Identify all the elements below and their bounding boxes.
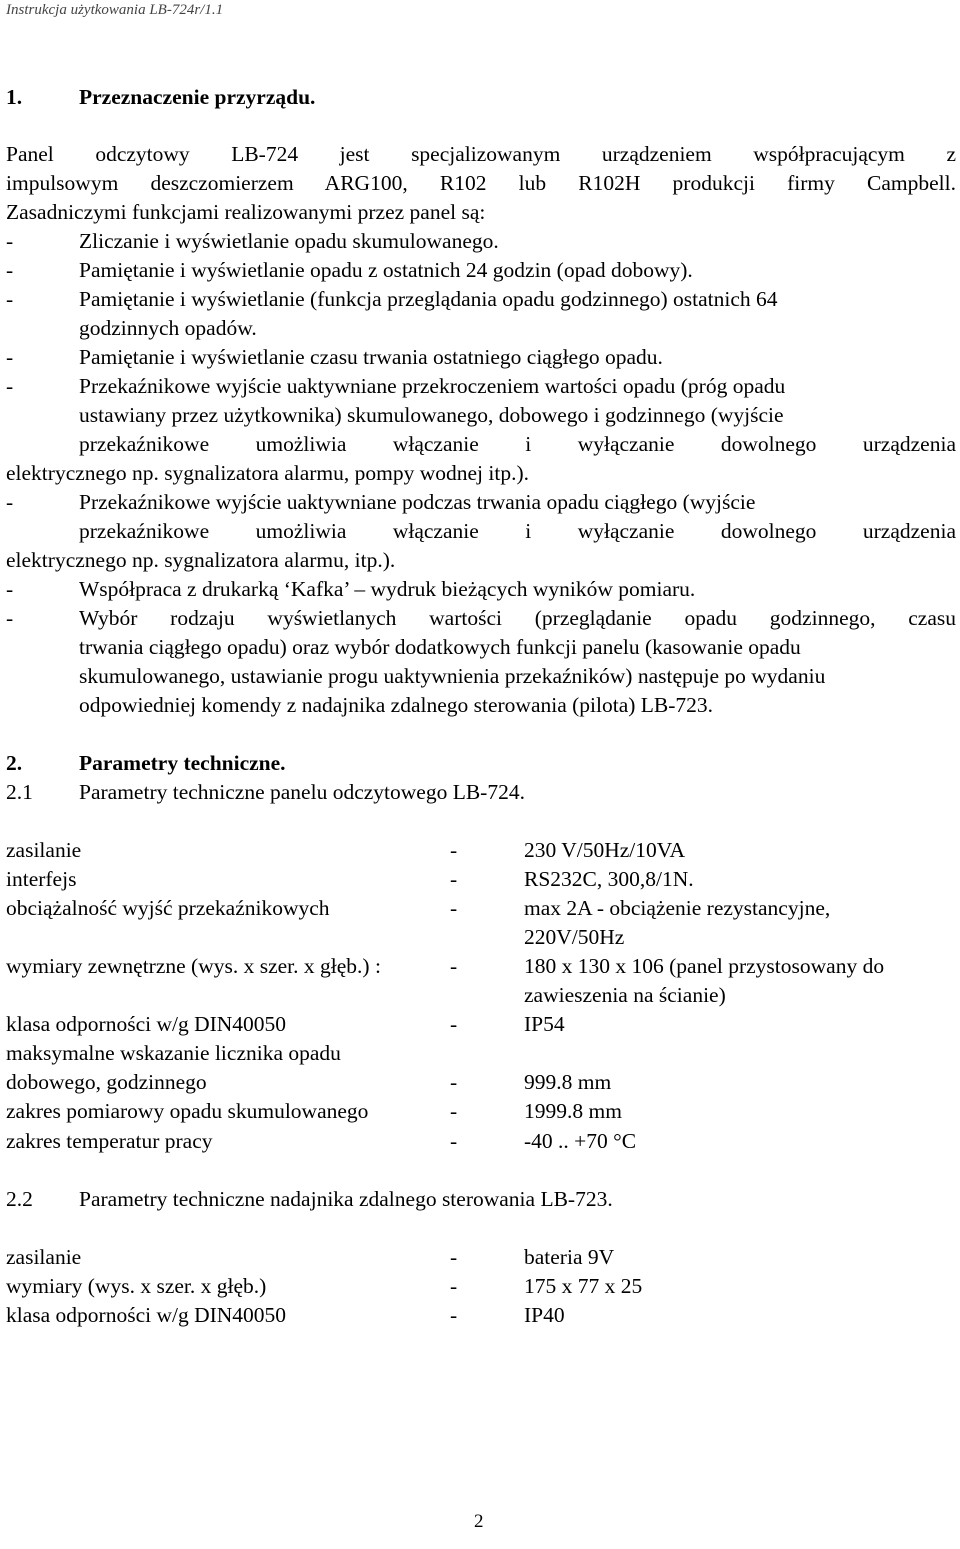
bullet-line: trwania ciągłego opadu) oraz wybór dodatkowych funkcji panelu (kasowanie opadu — [79, 635, 801, 659]
parameter-dash: - — [450, 896, 458, 920]
parameter-value: 175 x 77 x 25 — [524, 1274, 643, 1298]
bullet-line: Pamiętanie i wyświetlanie czasu trwania ostatniego ciągłego opadu. — [79, 345, 663, 369]
parameter-value: max 2A - obciążenie rezystancyjne, — [524, 896, 831, 920]
parameter-label: wymiary zewnętrzne (wys. x szer. x głęb.) : — [6, 954, 381, 978]
parameter-dash: - — [450, 1303, 458, 1327]
intro-line-1: Panel odczytowy LB-724 jest specjalizowanym urządzeniem współpracującym z — [6, 142, 956, 166]
parameter-dash: - — [450, 1099, 458, 1123]
parameter-label: zakres pomiarowy opadu skumulowanego — [6, 1099, 369, 1123]
parameter-dash: - — [450, 1129, 458, 1153]
parameter-value: 1999.8 mm — [524, 1099, 622, 1123]
bullet-line: Pamiętanie i wyświetlanie opadu z ostatnich 24 godzin (opad dobowy). — [79, 258, 693, 282]
parameter-label: zasilanie — [6, 1245, 82, 1269]
parameter-value: RS232C, 300,8/1N. — [524, 867, 694, 891]
bullet-line: Zliczanie i wyświetlanie opadu skumulowanego. — [79, 229, 499, 253]
bullet-line: Przekaźnikowe wyjście uaktywniane podczas trwania opadu ciągłego (wyjście — [79, 490, 756, 514]
bullet-line: Pamiętanie i wyświetlanie (funkcja przeglądania opadu godzinnego) ostatnich 64 — [79, 287, 778, 311]
bullet-dash: - — [6, 606, 14, 630]
parameter-label: zasilanie — [6, 838, 82, 862]
section-1-number: 1. — [6, 85, 23, 109]
bullet-line: Wybór rodzaju wyświetlanych wartości (przeglądanie opadu godzinnego, czasu — [79, 606, 956, 630]
parameter-label: wymiary (wys. x szer. x głęb.) — [6, 1274, 267, 1298]
bullet-line: Przekaźnikowe wyjście uaktywniane przekroczeniem wartości opadu (próg opadu — [79, 374, 786, 398]
parameter-label: zakres temperatur pracy — [6, 1129, 213, 1153]
bullet-line: ustawiany przez użytkownika) skumulowanego, dobowego i godzinnego (wyjście — [79, 403, 784, 427]
bullet-dash: - — [6, 577, 14, 601]
parameter-value: 999.8 mm — [524, 1070, 612, 1094]
bullet-line: elektrycznego np. sygnalizatora alarmu, itp.). — [6, 548, 396, 572]
subsection-2-1-title: Parametry techniczne panelu odczytowego LB-724. — [79, 780, 525, 804]
section-2-title: Parametry techniczne. — [79, 751, 286, 775]
parameter-label: interfejs — [6, 867, 77, 891]
parameter-value: 180 x 130 x 106 (panel przystosowany do — [524, 954, 885, 978]
bullet-line: przekaźnikowe umożliwia włączanie i wyłączanie dowolnego urządzenia — [79, 432, 956, 456]
parameter-value: 220V/50Hz — [524, 925, 625, 949]
bullet-dash: - — [6, 258, 14, 282]
bullet-dash: - — [6, 374, 14, 398]
section-2-number: 2. — [6, 751, 23, 775]
parameter-value: 230 V/50Hz/10VA — [524, 838, 686, 862]
running-header: Instrukcja użytkowania LB-724r/1.1 — [6, 2, 224, 18]
parameter-label: klasa odporności w/g DIN40050 — [6, 1012, 287, 1036]
parameter-dash: - — [450, 838, 458, 862]
parameter-label: maksymalne wskazanie licznika opadu — [6, 1041, 341, 1065]
bullet-line: przekaźnikowe umożliwia włączanie i wyłączanie dowolnego urządzenia — [79, 519, 956, 543]
subsection-2-2-title: Parametry techniczne nadajnika zdalnego sterowania LB-723. — [79, 1187, 613, 1211]
bullet-dash: - — [6, 229, 14, 253]
parameter-value: -40 .. +70 °C — [524, 1129, 637, 1153]
parameter-dash: - — [450, 867, 458, 891]
subsection-2-1-number: 2.1 — [6, 780, 33, 804]
parameter-dash: - — [450, 954, 458, 978]
bullet-dash: - — [6, 287, 14, 311]
parameter-dash: - — [450, 1012, 458, 1036]
bullet-line: godzinnych opadów. — [79, 316, 257, 340]
parameter-value: bateria 9V — [524, 1245, 615, 1269]
parameter-dash: - — [450, 1274, 458, 1298]
parameter-value: IP54 — [524, 1012, 565, 1036]
parameter-value: zawieszenia na ścianie) — [524, 983, 726, 1007]
subsection-2-2-number: 2.2 — [6, 1187, 33, 1211]
bullet-line: skumulowanego, ustawianie progu uaktywnienia przekaźników) następuje po wydaniu — [79, 664, 826, 688]
bullet-line: odpowiedniej komendy z nadajnika zdalnego sterowania (pilota) LB-723. — [79, 693, 714, 717]
bullet-dash: - — [6, 490, 14, 514]
intro-line-3: Zasadniczymi funkcjami realizowanymi przez panel są: — [6, 200, 486, 224]
parameter-dash: - — [450, 1070, 458, 1094]
parameter-value: IP40 — [524, 1303, 565, 1327]
parameter-label: obciążalność wyjść przekaźnikowych — [6, 896, 330, 920]
parameter-label: klasa odporności w/g DIN40050 — [6, 1303, 287, 1327]
bullet-line: Współpraca z drukarką ‘Kafka’ – wydruk bieżących wyników pomiaru. — [79, 577, 696, 601]
intro-line-2: impulsowym deszczomierzem ARG100, R102 lub R102H produkcji firmy Campbell. — [6, 171, 956, 195]
parameter-dash: - — [450, 1245, 458, 1269]
page-number: 2 — [474, 1511, 484, 1532]
section-1-title: Przeznaczenie przyrządu. — [79, 85, 316, 109]
bullet-line: elektrycznego np. sygnalizatora alarmu, pompy wodnej itp.). — [6, 461, 530, 485]
parameter-label: dobowego, godzinnego — [6, 1070, 207, 1094]
bullet-dash: - — [6, 345, 14, 369]
